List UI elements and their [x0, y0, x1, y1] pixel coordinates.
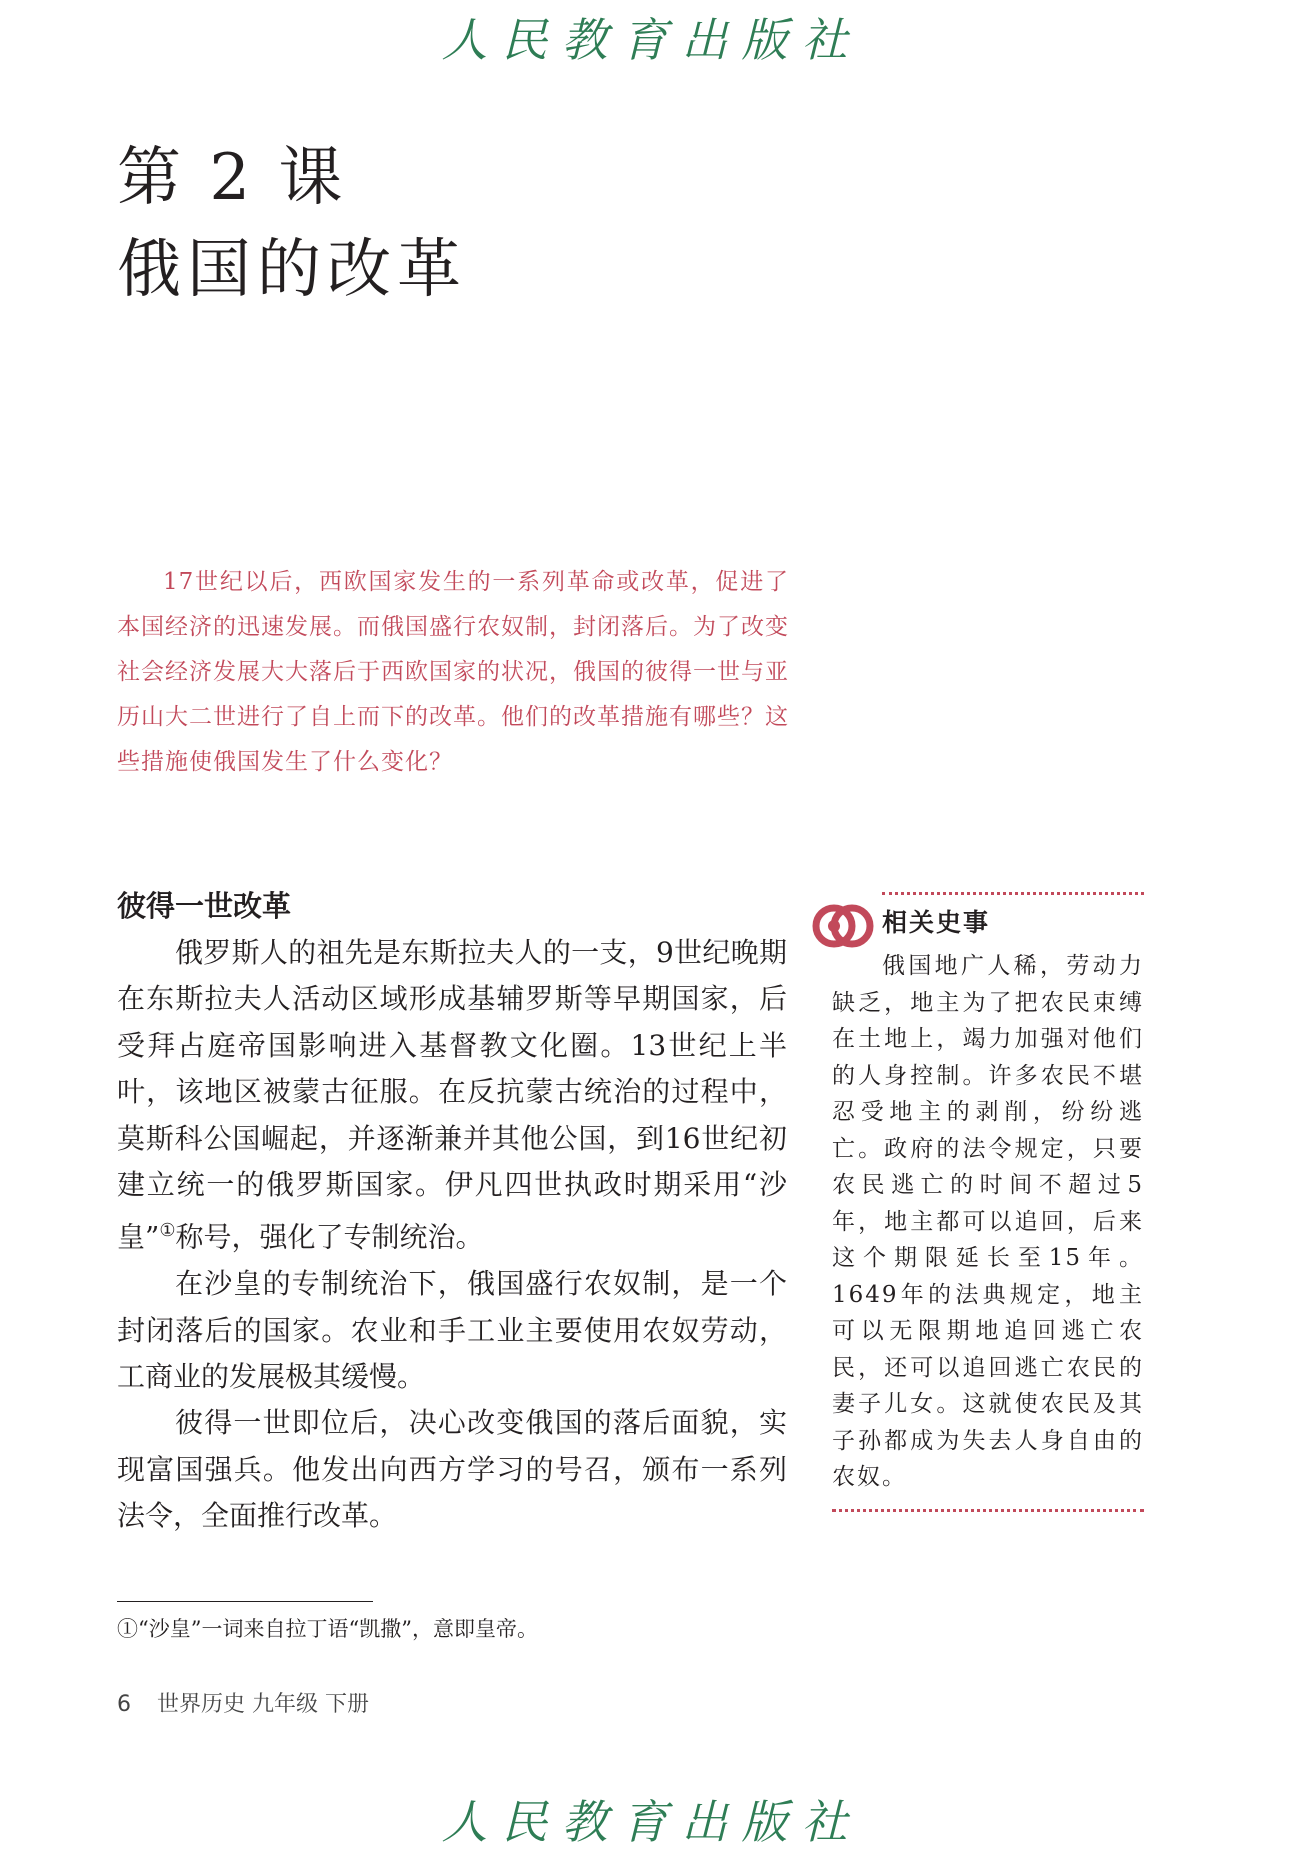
- intro-paragraph: 17世纪以后，西欧国家发生的一系列革命或改革，促进了本国经济的迅速发展。而俄国盛行农奴制，封闭落后。为了改变社会经济发展大大落后于西欧国家的状况，俄国的彼得一世与亚历山大二世进行了自上而下的改革。他们的改革措施有哪些？这些措施使俄国发生了什么变化？: [117, 569, 789, 775]
- footnote-divider: [117, 1601, 373, 1602]
- page-footer: [117, 1690, 369, 1720]
- page-number: 6: [117, 1692, 131, 1717]
- sidebar-text: 俄国地广人稀，劳动力缺乏，地主为了把农民束缚在土地上，竭力加强对他们的人身控制。许多农民不堪忍受地主的剥削，纷纷逃亡。政府的法令规定，只要农民逃亡的时间不超过5年，地主都可以追回，后来这个期限延长至15年。1649年的法典规定，地主可以无限期地追回逃亡农民，还可以追回逃亡农民的妻子儿女。这就使农民及其子孙都成为失去人身自由的农奴。: [832, 953, 1144, 1490]
- body-paragraph-1: [117, 930, 787, 1261]
- related-history-icon: [812, 896, 876, 956]
- body-paragraph-1-text-end: 称号，强化了专制统治。: [175, 1220, 484, 1254]
- body-paragraph-2: 在沙皇的专制统治下，俄国盛行农奴制，是一个封闭落后的国家。农业和手工业主要使用农奴劳动，工商业的发展极其缓慢。: [117, 1267, 787, 1393]
- sidebar-bottom-divider: [832, 1509, 1144, 1512]
- footnote: ①“沙皇”一词来自拉丁语“凯撒”，意即皇帝。: [117, 1617, 538, 1641]
- publisher-logo-top: 人民教育出版社: [441, 13, 862, 67]
- publisher-logo-bottom: 人民教育出版社: [441, 1795, 862, 1849]
- sidebar-heading: 相关史事: [882, 908, 991, 937]
- section-heading: 彼得一世改革: [117, 889, 292, 923]
- lesson-number: 第 2 课: [117, 141, 347, 215]
- lesson-title: 俄国的改革: [117, 233, 467, 307]
- main-body-text: [117, 930, 787, 1540]
- body-paragraph-3: 彼得一世即位后，决心改变俄国的落后面貌，实现富国强兵。他发出向西方学习的号召，颁布一系列法令，全面推行改革。: [117, 1406, 787, 1533]
- body-paragraph-1-text: 俄罗斯人的祖先是东斯拉夫人的一支，9世纪晚期在东斯拉夫人活动区域形成基辅罗斯等早期国家，后受拜占庭帝国影响进入基督教文化圈。13世纪上半叶，该地区被蒙古征服。在反抗蒙古统治的过程中，莫斯科公国崛起，并逐渐兼并其他公国，到16世纪初建立统一的俄罗斯国家。伊凡四世执政时期采用“沙皇”: [117, 936, 787, 1254]
- sidebar-top-divider: [882, 892, 1144, 895]
- footnote-reference: ①: [159, 1220, 176, 1242]
- book-title: 世界历史 九年级 下册: [157, 1692, 369, 1717]
